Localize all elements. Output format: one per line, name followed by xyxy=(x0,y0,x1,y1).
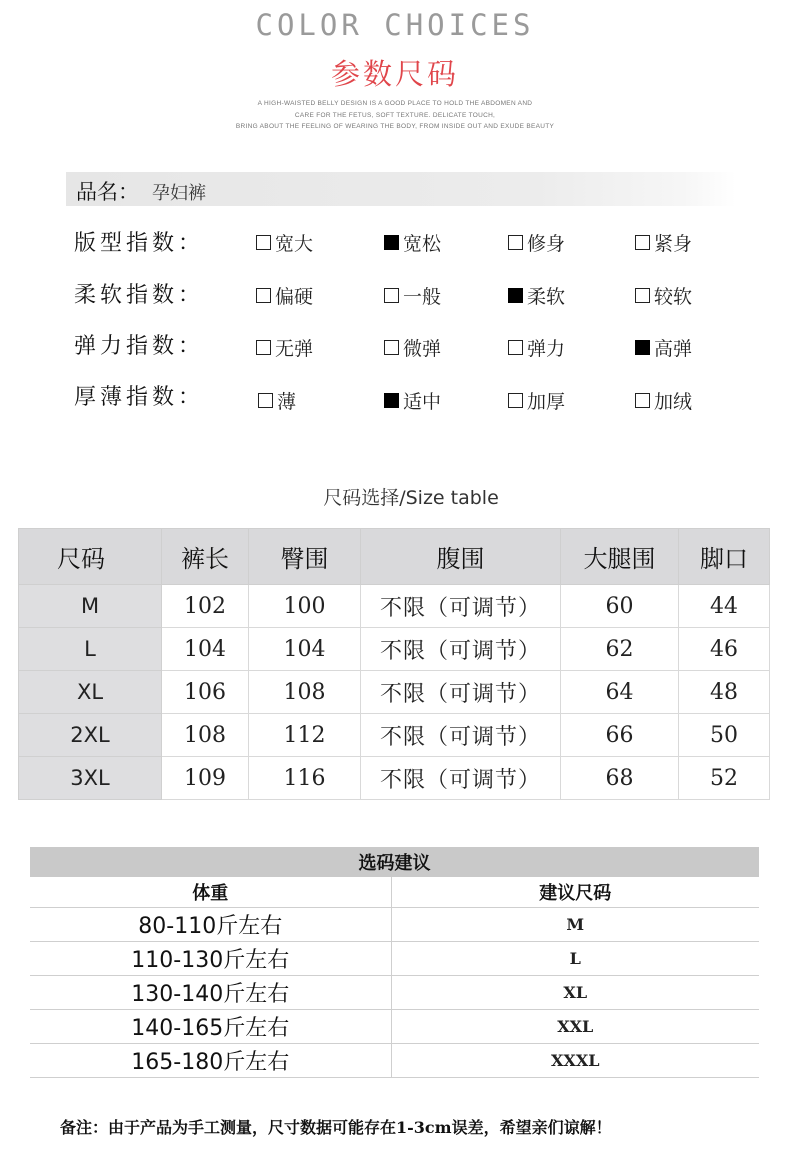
checkbox-checked xyxy=(508,288,523,303)
product-name-value: 孕妇裤 xyxy=(152,183,206,204)
tagline-line: BRING ABOUT THE FEELING OF WEARING THE BODY, FROM INSIDE OUT AND EXUDE BEAUTY xyxy=(235,123,555,130)
table-cell: 100 xyxy=(249,585,361,628)
checkbox-checked xyxy=(635,340,650,355)
table-cell: 50 xyxy=(679,714,770,757)
elasticity-option: 无弹 xyxy=(256,334,313,361)
product-name-label: 品名： xyxy=(76,180,139,204)
softness-option: 一般 xyxy=(384,282,441,309)
table-cell: 108 xyxy=(162,714,249,757)
checkbox xyxy=(635,235,650,250)
fit-index-label: 版型指数： xyxy=(74,231,205,256)
checkbox xyxy=(508,235,523,250)
table-row xyxy=(19,628,770,671)
softness-option: 柔软 xyxy=(508,282,565,309)
size-cell: M xyxy=(19,585,162,628)
table-row xyxy=(30,908,759,942)
checkbox xyxy=(384,288,399,303)
table-cell: 64 xyxy=(561,671,679,714)
table-cell: 不限（可调节） xyxy=(361,757,561,800)
recommendation-header-row xyxy=(30,877,759,908)
table-cell: 104 xyxy=(249,628,361,671)
size-cell: L xyxy=(19,628,162,671)
header-title-cn: 参数尺码 xyxy=(330,57,459,91)
fit-option: 宽大 xyxy=(256,229,313,256)
table-row xyxy=(19,757,770,800)
checkbox xyxy=(635,288,650,303)
column-header: 脚口 xyxy=(679,529,770,585)
thickness-option: 薄 xyxy=(258,387,296,414)
header-tagline xyxy=(0,98,790,133)
checkbox xyxy=(256,340,271,355)
table-cell: 不限（可调节） xyxy=(361,585,561,628)
size-cell: L xyxy=(391,942,759,976)
size-table xyxy=(18,528,770,800)
fit-option: 紧身 xyxy=(635,229,692,256)
softness-index-label: 柔软指数： xyxy=(74,283,205,308)
checkbox xyxy=(508,393,523,408)
table-cell: 104 xyxy=(162,628,249,671)
fit-option: 宽松 xyxy=(384,229,441,256)
table-row xyxy=(19,671,770,714)
elasticity-option: 高弹 xyxy=(635,334,692,361)
table-cell: 116 xyxy=(249,757,361,800)
table-cell: 106 xyxy=(162,671,249,714)
size-cell: M xyxy=(391,908,759,942)
recommendation-title: 选码建议 xyxy=(30,847,759,877)
size-recommendation-table xyxy=(30,847,759,1078)
weight-cell: 165-180斤左右 xyxy=(30,1044,391,1078)
table-cell: 48 xyxy=(679,671,770,714)
table-cell: 102 xyxy=(162,585,249,628)
size-cell: XXL xyxy=(391,1010,759,1044)
table-row xyxy=(30,1044,759,1078)
elasticity-index-label: 弹力指数： xyxy=(74,334,205,359)
table-cell: 不限（可调节） xyxy=(361,671,561,714)
table-cell: 60 xyxy=(561,585,679,628)
column-header: 体重 xyxy=(30,877,391,908)
table-cell: 46 xyxy=(679,628,770,671)
column-header: 建议尺码 xyxy=(391,877,759,908)
checkbox xyxy=(256,288,271,303)
softness-option: 较软 xyxy=(635,282,692,309)
size-cell: XXXL xyxy=(391,1044,759,1078)
measurement-note: 备注：由于产品为手工测量，尺寸数据可能存在1-3cm误差，希望亲们谅解！ xyxy=(60,1118,612,1137)
table-cell: 109 xyxy=(162,757,249,800)
size-table-title: 尺码选择/Size table xyxy=(323,487,499,509)
table-cell: 44 xyxy=(679,585,770,628)
table-row xyxy=(30,1010,759,1044)
checkbox xyxy=(258,393,273,408)
checkbox-checked xyxy=(384,393,399,408)
table-cell: 68 xyxy=(561,757,679,800)
size-table-header-row xyxy=(19,529,770,585)
table-cell: 不限（可调节） xyxy=(361,714,561,757)
table-cell: 108 xyxy=(249,671,361,714)
table-row xyxy=(30,976,759,1010)
weight-cell: 110-130斤左右 xyxy=(30,942,391,976)
table-row xyxy=(30,942,759,976)
weight-cell: 140-165斤左右 xyxy=(30,1010,391,1044)
thickness-option: 适中 xyxy=(384,387,441,414)
thickness-index-label: 厚薄指数： xyxy=(74,385,205,410)
checkbox xyxy=(635,393,650,408)
size-cell: XL xyxy=(391,976,759,1010)
table-cell: 62 xyxy=(561,628,679,671)
size-cell: 2XL xyxy=(19,714,162,757)
elasticity-option: 微弹 xyxy=(384,334,441,361)
column-header: 臀围 xyxy=(249,529,361,585)
column-header: 腹围 xyxy=(361,529,561,585)
column-header: 尺码 xyxy=(19,529,162,585)
elasticity-option: 弹力 xyxy=(508,334,565,361)
table-cell: 66 xyxy=(561,714,679,757)
tagline-line: A HIGH-WAISTED BELLY DESIGN IS A GOOD PLACE TO HOLD THE ABDOMEN AND xyxy=(257,100,533,107)
table-cell: 52 xyxy=(679,757,770,800)
checkbox xyxy=(508,340,523,355)
table-cell: 不限（可调节） xyxy=(361,628,561,671)
checkbox-checked xyxy=(384,235,399,250)
table-row xyxy=(19,714,770,757)
checkbox xyxy=(384,340,399,355)
column-header: 大腿围 xyxy=(561,529,679,585)
header-title-en: COLOR CHOICES xyxy=(255,8,535,42)
table-row xyxy=(19,585,770,628)
checkbox xyxy=(256,235,271,250)
size-cell: 3XL xyxy=(19,757,162,800)
size-cell: XL xyxy=(19,671,162,714)
recommendation-title-row xyxy=(30,847,759,877)
weight-cell: 130-140斤左右 xyxy=(30,976,391,1010)
column-header: 裤长 xyxy=(162,529,249,585)
tagline-line: CARE FOR THE FETUS, SOFT TEXTURE. DELICATE TOUCH, xyxy=(294,111,496,119)
thickness-option: 加厚 xyxy=(508,387,565,414)
softness-option: 偏硬 xyxy=(256,282,313,309)
fit-option: 修身 xyxy=(508,229,565,256)
table-cell: 112 xyxy=(249,714,361,757)
thickness-option: 加绒 xyxy=(635,387,692,414)
weight-cell: 80-110斤左右 xyxy=(30,908,391,942)
